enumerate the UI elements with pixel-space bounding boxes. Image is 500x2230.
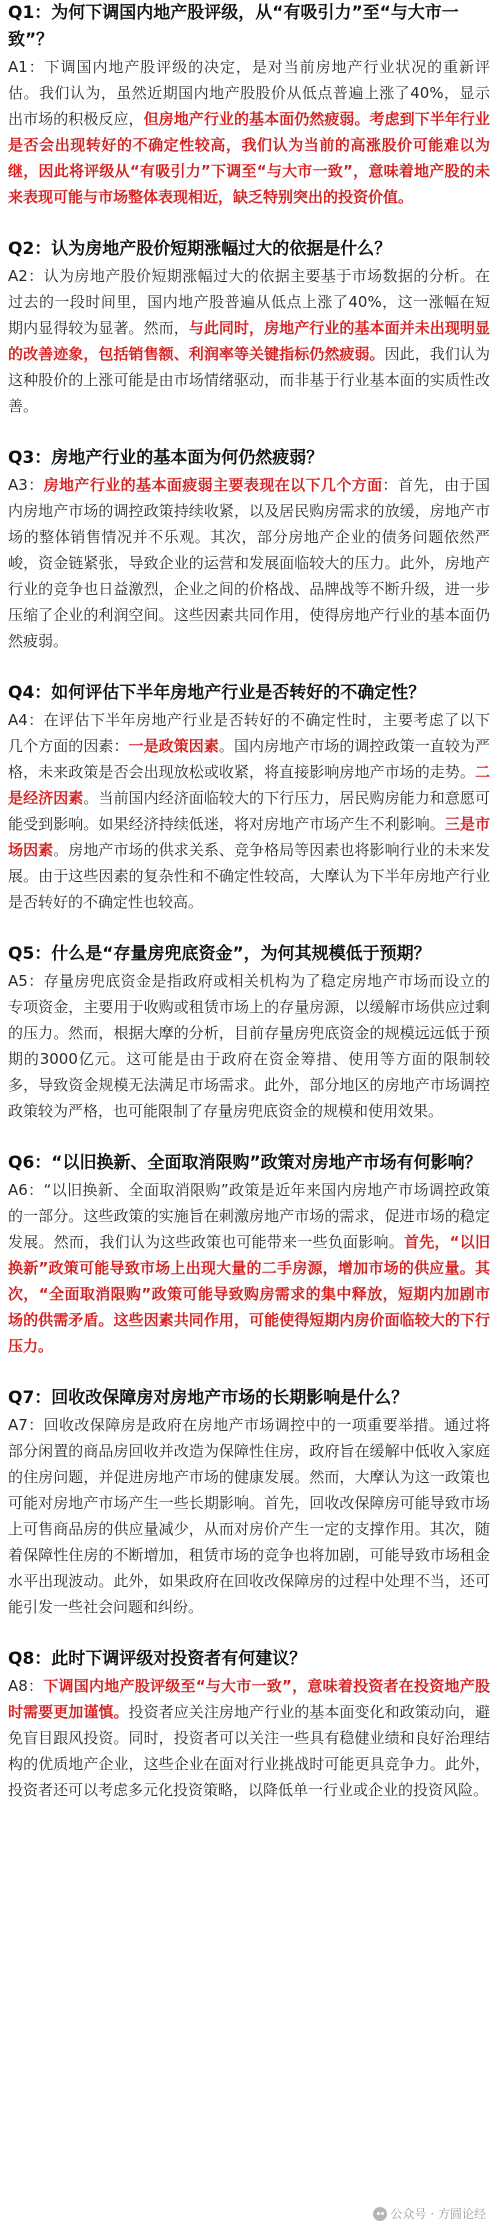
answer-text: A4：在评估下半年房地产行业是否转好的不确定性时，主要考虑了以下几个方面的因素：: [8, 711, 490, 755]
answer-text: ：首先，由于国内房地产市场的调控政策持续收紧，以及居民购房需求的放缓，房地产市场的整体销售情况并不乐观。其次，部分房地产企业的债务问题依然严峻，资金链紧张，导致企业的运营和发展面临较大的压力。此外，房地产行业的竞争也日益激烈，企业之间的价格战、品牌战等不断升级，进一步压缩了企业的利润空间。这些因素共同作用，使得房地产行业的基本面仍然疲弱。: [8, 476, 490, 650]
answer-paragraph: [8, 968, 490, 1124]
answer-paragraph: [8, 707, 490, 915]
answer-text: A8：: [8, 1677, 44, 1695]
answer-highlight: 与此同时，房地产行业的基本面并未出现明显的改善迹象，包括销售额、利润率等关键指标仍然疲弱。: [8, 319, 490, 363]
qa-item: [8, 1150, 490, 1359]
answer-text: 。房地产市场的供求关系、竞争格局等因素也将影响行业的未来发展。由于这些因素的复杂性和不确定性较高，大摩认为下半年房地产行业是否转好的不确定性也较高。: [8, 841, 490, 911]
qa-item: [8, 1385, 490, 1620]
qa-item: [8, 445, 490, 654]
answer-paragraph: [8, 1412, 490, 1620]
answer-highlight: 房地产行业的基本面疲弱主要表现在以下几个方面: [43, 476, 383, 494]
answer-text: A2：认为房地产股价短期涨幅过大的依据主要基于市场数据的分析。在过去的一段时间里，国内地产股普遍从低点上涨了40%，这一涨幅在短期内显得较为显著。然而，: [8, 267, 490, 337]
answer-highlight: 下调国内地产股评级至“与大市一致”，意味着投资者在投资地产股时需要更加谨慎。: [8, 1677, 490, 1721]
answer-highlight: 但房地产行业的基本面仍然疲弱。考虑到下半年行业是否会出现转好的不确定性较高，我们认为当前的高涨股价可能难以为继，因此将评级从“有吸引力”下调至“与大市一致”，意味着地产股的未来表现可能与市场整体表现相近，缺乏特别突出的投资价值。: [8, 110, 490, 206]
question-heading: Q4：如何评估下半年房地产行业是否转好的不确定性？: [8, 683, 426, 703]
question-heading: Q5：什么是“存量房兜底资金”，为何其规模低于预期？: [8, 944, 431, 964]
answer-text: 。国内房地产市场的调控政策一直较为严格，未来政策是否会出现放松或收紧，将直接影响房地产市场的走势。: [8, 737, 490, 781]
answer-text: 。当前国内经济面临较大的下行压力，居民购房能力和意愿可能受到影响。如果经济持续低迷，将对房地产市场产生不利影响。: [8, 789, 490, 833]
qa-item: [8, 941, 490, 1124]
answer-paragraph: [8, 1673, 490, 1803]
question-heading: Q8：此时下调评级对投资者有何建议？: [8, 1649, 307, 1669]
answer-text: A1：下调国内地产股评级的决定，是对当前房地产行业状况的重新评估。我们认为，虽然近期国内地产股股价从低点普遍上涨了40%，显示出市场的积极反应，: [8, 58, 490, 128]
question-heading: Q7：回收改保障房对房地产市场的长期影响是什么？: [8, 1388, 409, 1408]
wechat-icon: [373, 2207, 387, 2221]
qa-item: [8, 0, 490, 210]
question-heading: Q3：房地产行业的基本面为何仍然疲弱？: [8, 448, 324, 468]
answer-text: 投资者应关注房地产行业的基本面变化和政策动向，避免盲目跟风投资。同时，投资者可以关注一些具有稳健业绩和良好治理结构的优质地产企业，这些企业在面对行业挑战时可能更具竞争力。此外，投资者还可以考虑多元化投资策略，以降低单一行业或企业的投资风险。: [8, 1703, 490, 1799]
answer-paragraph: [8, 54, 490, 210]
answer-text: A5：存量房兜底资金是指政府或相关机构为了稳定房地产市场而设立的专项资金，主要用于收购或租赁市场上的存量房源，以缓解市场供应过剩的压力。然而，根据大摩的分析，目前存量房兜底资金的规模远远低于预期的3000亿元。这可能是由于政府在资金筹措、使用等方面的限制较多，导致资金规模无法满足市场需求。此外，部分地区的房地产市场调控政策较为严格，也可能限制了存量房兜底资金的规模和使用效果。: [8, 972, 490, 1120]
question-heading: Q2：认为房地产股价短期涨幅过大的依据是什么？: [8, 239, 392, 259]
qa-item: [8, 236, 490, 419]
watermark: [373, 2205, 486, 2222]
answer-paragraph: [8, 472, 490, 654]
answer-text: A3：: [8, 476, 44, 494]
answer-paragraph: [8, 1177, 490, 1359]
qa-item: [8, 680, 490, 915]
answer-paragraph: [8, 263, 490, 419]
watermark-text: 公众号 · 方圆论经: [390, 2207, 486, 2221]
answer-text: A7：回收改保障房是政府在房地产市场调控中的一项重要举措。通过将部分闲置的商品房回收并改造为保障性住房，政府旨在缓解中低收入家庭的住房问题，并促进房地产市场的健康发展。然而，大摩认为这一政策也可能对房地产市场产生一些长期影响。首先，回收改保障房可能导致市场上可售商品房的供应量减少，从而对房价产生一定的支撑作用。其次，随着保障性住房的不断增加，租赁市场的竞争也将加剧，可能导致市场租金水平出现波动。此外，如果政府在回收改保障房的过程中处理不当，还可能引发一些社会问题和纠纷。: [8, 1416, 490, 1616]
answer-text: 因此，我们认为这种股价的上涨可能是由市场情绪驱动，而非基于行业基本面的实质性改善。: [8, 345, 490, 415]
qa-item: [8, 1646, 490, 1803]
answer-highlight: 三是市场因素: [8, 815, 490, 859]
qa-list: [8, 0, 490, 1803]
question-heading: Q6：“以旧换新、全面取消限购”政策对房地产市场有何影响？: [8, 1153, 482, 1173]
question-heading: Q1：为何下调国内地产股评级，从“有吸引力”至“与大市一致”？: [8, 3, 459, 50]
answer-highlight: 一是政策因素: [128, 737, 219, 755]
answer-text: A6：“以旧换新、全面取消限购”政策是近年来国内房地产市场调控政策的一部分。这些政策的实施旨在刺激房地产市场的需求，促进市场的稳定发展。然而，我们认为这些政策也可能带来一些负面影响。: [8, 1181, 490, 1251]
answer-highlight: 二是经济因素: [8, 763, 490, 807]
answer-highlight: 首先，“以旧换新”政策可能导致市场上出现大量的二手房源，增加市场的供应量。其次，“全面取消限购”政策可能导致购房需求的集中释放，短期内加剧市场的供需矛盾。这些因素共同作用，可能使得短期内房价面临较大的下行压力。: [8, 1233, 490, 1355]
